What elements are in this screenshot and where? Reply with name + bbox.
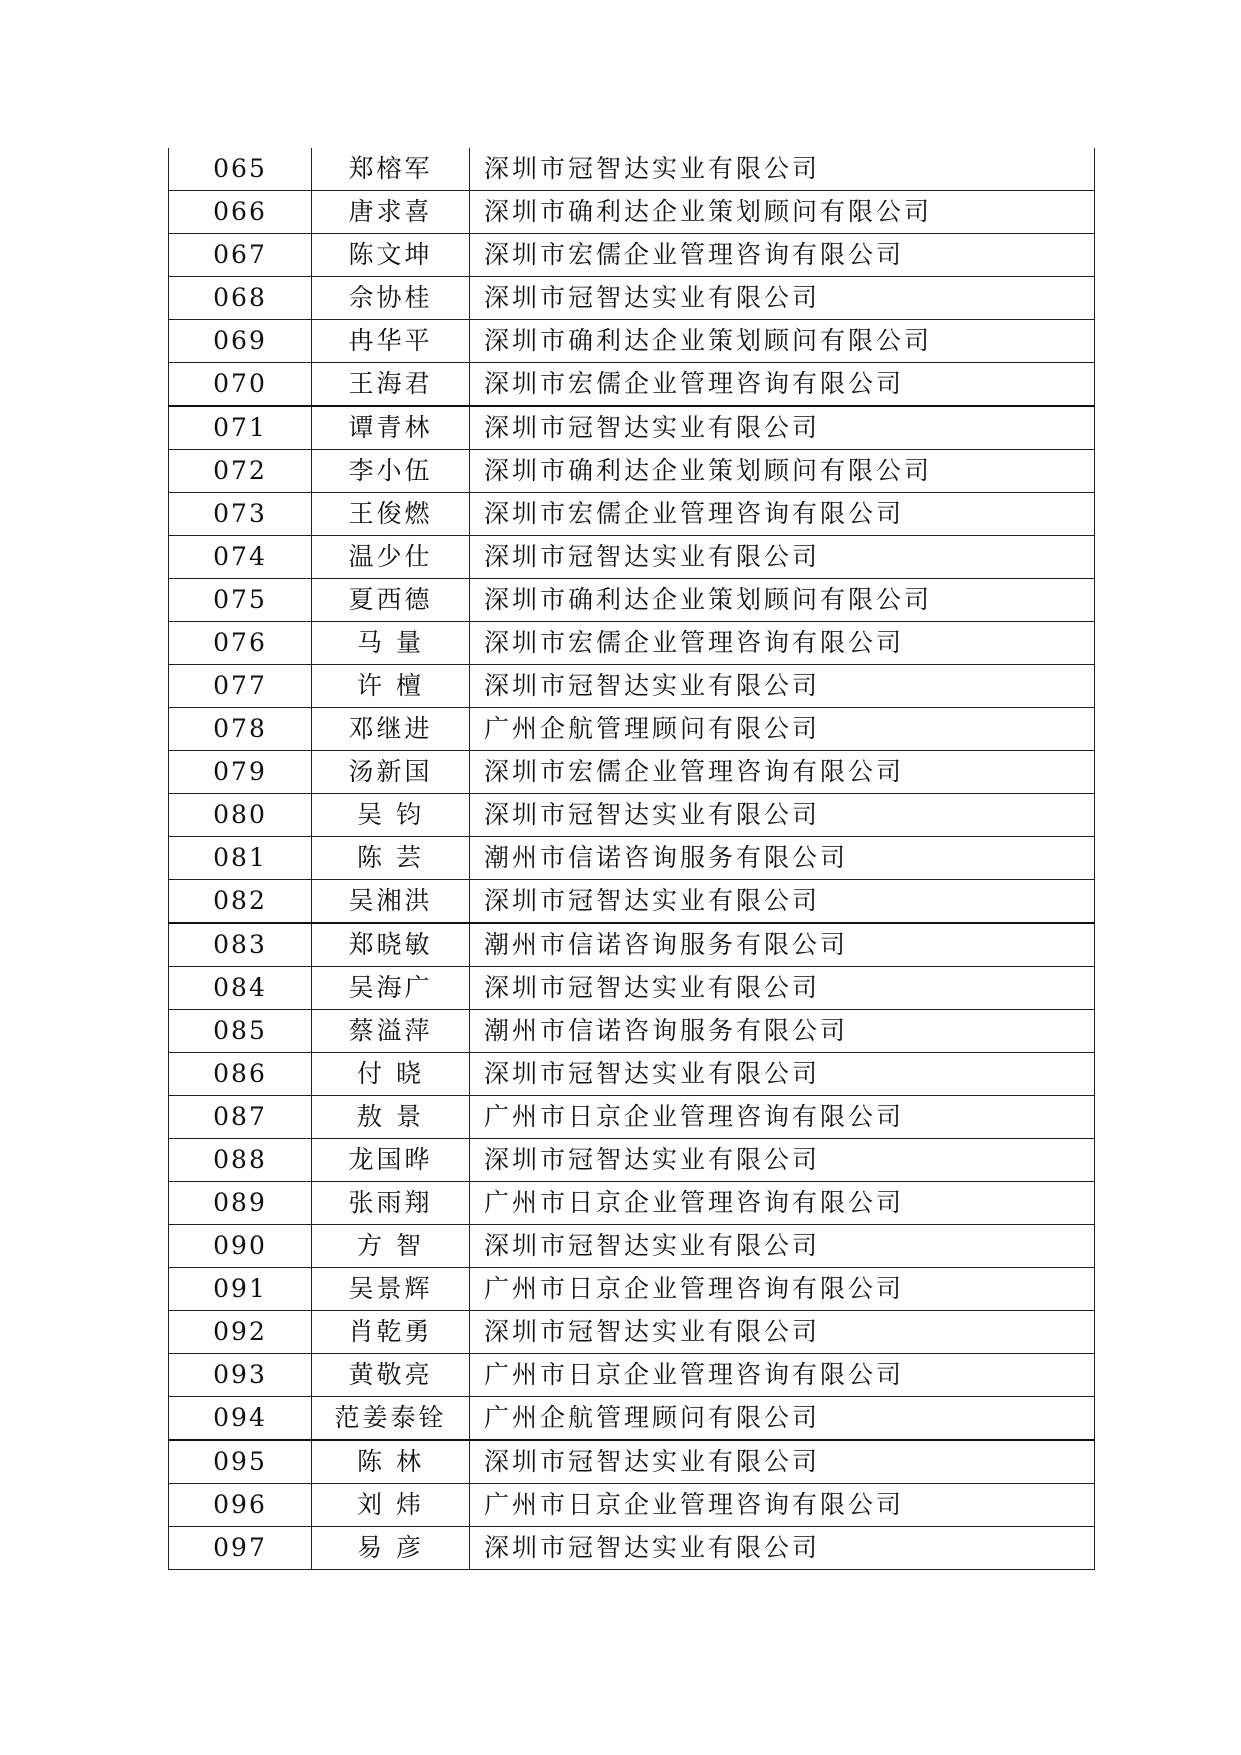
person-name: 吴景辉 [312, 1268, 470, 1311]
table-row [169, 277, 1095, 320]
person-name: 张雨翔 [312, 1182, 470, 1225]
company-name: 深圳市冠智达实业有限公司 [470, 1053, 1095, 1096]
person-name: 温少仕 [312, 536, 470, 579]
company-name: 深圳市冠智达实业有限公司 [470, 794, 1095, 837]
table-row [169, 579, 1095, 622]
row-number: 086 [169, 1053, 312, 1096]
person-name: 马 量 [312, 622, 470, 665]
company-name: 广州市日京企业管理咨询有限公司 [470, 1268, 1095, 1311]
person-name: 王海君 [312, 363, 470, 407]
table-row [169, 1484, 1095, 1527]
company-name: 广州市日京企业管理咨询有限公司 [470, 1354, 1095, 1397]
company-name: 广州市日京企业管理咨询有限公司 [470, 1484, 1095, 1527]
company-name: 深圳市宏儒企业管理咨询有限公司 [470, 493, 1095, 536]
row-number: 072 [169, 450, 312, 493]
row-number: 076 [169, 622, 312, 665]
table-row [169, 751, 1095, 794]
company-name: 深圳市确利达企业策划顾问有限公司 [470, 191, 1095, 234]
person-name: 邓继进 [312, 708, 470, 751]
row-number: 065 [169, 148, 312, 191]
person-name: 郑晓敏 [312, 923, 470, 967]
table-row [169, 1096, 1095, 1139]
table-row [169, 148, 1095, 191]
row-number: 092 [169, 1311, 312, 1354]
row-number: 077 [169, 665, 312, 708]
table-row [169, 450, 1095, 493]
table-row [169, 1354, 1095, 1397]
company-name: 深圳市冠智达实业有限公司 [470, 148, 1095, 191]
row-number: 081 [169, 837, 312, 880]
row-number: 070 [169, 363, 312, 407]
person-name: 陈 芸 [312, 837, 470, 880]
table-row [169, 665, 1095, 708]
person-name: 付 晓 [312, 1053, 470, 1096]
table-row [169, 1311, 1095, 1354]
row-number: 071 [169, 406, 312, 450]
table-row [169, 880, 1095, 924]
person-name: 夏西德 [312, 579, 470, 622]
company-name: 深圳市冠智达实业有限公司 [470, 1311, 1095, 1354]
table-row [169, 363, 1095, 407]
row-number: 079 [169, 751, 312, 794]
roster-table [168, 148, 1095, 1570]
company-name: 深圳市冠智达实业有限公司 [470, 277, 1095, 320]
company-name: 广州企航管理顾问有限公司 [470, 1397, 1095, 1441]
table-row [169, 1225, 1095, 1268]
row-number: 075 [169, 579, 312, 622]
roster-body [169, 148, 1095, 1570]
row-number: 069 [169, 320, 312, 363]
row-number: 095 [169, 1440, 312, 1484]
person-name: 王俊燃 [312, 493, 470, 536]
table-row [169, 794, 1095, 837]
company-name: 深圳市冠智达实业有限公司 [470, 967, 1095, 1010]
table-row [169, 1053, 1095, 1096]
row-number: 089 [169, 1182, 312, 1225]
person-name: 吴湘洪 [312, 880, 470, 924]
company-name: 深圳市冠智达实业有限公司 [470, 1139, 1095, 1182]
table-row [169, 406, 1095, 450]
company-name: 深圳市冠智达实业有限公司 [470, 406, 1095, 450]
table-row [169, 320, 1095, 363]
row-number: 082 [169, 880, 312, 924]
person-name: 陈 林 [312, 1440, 470, 1484]
company-name: 深圳市确利达企业策划顾问有限公司 [470, 320, 1095, 363]
company-name: 深圳市宏儒企业管理咨询有限公司 [470, 751, 1095, 794]
company-name: 深圳市宏儒企业管理咨询有限公司 [470, 363, 1095, 407]
company-name: 深圳市宏儒企业管理咨询有限公司 [470, 234, 1095, 277]
row-number: 084 [169, 967, 312, 1010]
company-name: 广州市日京企业管理咨询有限公司 [470, 1182, 1095, 1225]
company-name: 深圳市冠智达实业有限公司 [470, 536, 1095, 579]
table-row [169, 923, 1095, 967]
person-name: 吴 钧 [312, 794, 470, 837]
company-name: 深圳市冠智达实业有限公司 [470, 665, 1095, 708]
person-name: 冉华平 [312, 320, 470, 363]
row-number: 097 [169, 1527, 312, 1570]
person-name: 龙国晔 [312, 1139, 470, 1182]
person-name: 陈文坤 [312, 234, 470, 277]
person-name: 易 彦 [312, 1527, 470, 1570]
row-number: 085 [169, 1010, 312, 1053]
company-name: 潮州市信诺咨询服务有限公司 [470, 1010, 1095, 1053]
table-row [169, 234, 1095, 277]
row-number: 090 [169, 1225, 312, 1268]
company-name: 潮州市信诺咨询服务有限公司 [470, 923, 1095, 967]
person-name: 黄敬亮 [312, 1354, 470, 1397]
table-row [169, 1010, 1095, 1053]
person-name: 许 檀 [312, 665, 470, 708]
row-number: 096 [169, 1484, 312, 1527]
company-name: 深圳市冠智达实业有限公司 [470, 880, 1095, 924]
table-row [169, 1139, 1095, 1182]
row-number: 080 [169, 794, 312, 837]
person-name: 吴海广 [312, 967, 470, 1010]
row-number: 074 [169, 536, 312, 579]
person-name: 李小伍 [312, 450, 470, 493]
table-row [169, 536, 1095, 579]
company-name: 深圳市宏儒企业管理咨询有限公司 [470, 622, 1095, 665]
person-name: 蔡溢萍 [312, 1010, 470, 1053]
table-row [169, 1397, 1095, 1441]
person-name: 佘协桂 [312, 277, 470, 320]
row-number: 094 [169, 1397, 312, 1441]
table-row [169, 622, 1095, 665]
row-number: 083 [169, 923, 312, 967]
table-row [169, 1527, 1095, 1570]
table-row [169, 191, 1095, 234]
person-name: 谭青林 [312, 406, 470, 450]
company-name: 深圳市确利达企业策划顾问有限公司 [470, 579, 1095, 622]
row-number: 068 [169, 277, 312, 320]
company-name: 深圳市冠智达实业有限公司 [470, 1527, 1095, 1570]
row-number: 088 [169, 1139, 312, 1182]
person-name: 方 智 [312, 1225, 470, 1268]
row-number: 087 [169, 1096, 312, 1139]
person-name: 汤新国 [312, 751, 470, 794]
table-row [169, 708, 1095, 751]
person-name: 范姜泰铨 [312, 1397, 470, 1441]
person-name: 刘 炜 [312, 1484, 470, 1527]
row-number: 093 [169, 1354, 312, 1397]
table-row [169, 967, 1095, 1010]
company-name: 深圳市冠智达实业有限公司 [470, 1225, 1095, 1268]
row-number: 091 [169, 1268, 312, 1311]
table-row [169, 1440, 1095, 1484]
table-row [169, 837, 1095, 880]
row-number: 078 [169, 708, 312, 751]
row-number: 067 [169, 234, 312, 277]
person-name: 肖乾勇 [312, 1311, 470, 1354]
person-name: 唐求喜 [312, 191, 470, 234]
row-number: 073 [169, 493, 312, 536]
company-name: 广州企航管理顾问有限公司 [470, 708, 1095, 751]
company-name: 深圳市确利达企业策划顾问有限公司 [470, 450, 1095, 493]
table-row [169, 1182, 1095, 1225]
person-name: 郑榕军 [312, 148, 470, 191]
company-name: 潮州市信诺咨询服务有限公司 [470, 837, 1095, 880]
company-name: 深圳市冠智达实业有限公司 [470, 1440, 1095, 1484]
table-row [169, 1268, 1095, 1311]
table-row [169, 493, 1095, 536]
row-number: 066 [169, 191, 312, 234]
person-name: 敖 景 [312, 1096, 470, 1139]
company-name: 广州市日京企业管理咨询有限公司 [470, 1096, 1095, 1139]
